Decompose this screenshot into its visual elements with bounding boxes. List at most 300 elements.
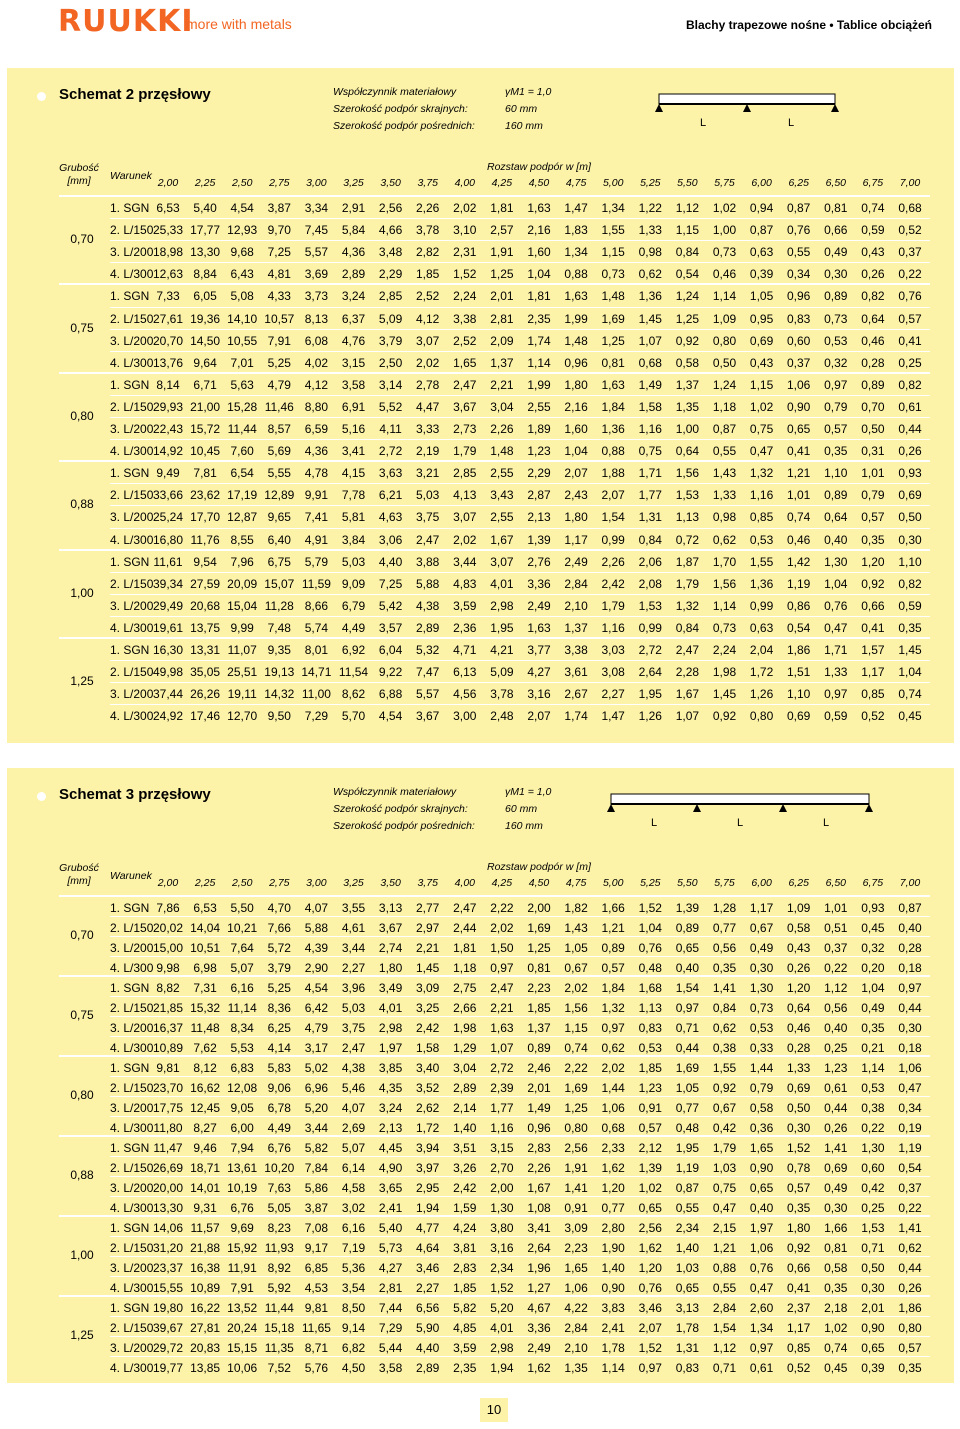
load-value-cell: 6,25 bbox=[267, 1021, 291, 1035]
load-value-cell: 1,10 bbox=[787, 687, 811, 702]
load-value-cell: 5,03 bbox=[341, 1001, 366, 1015]
load-value-cell: 11,76 bbox=[190, 532, 220, 547]
table-row bbox=[110, 1156, 930, 1176]
load-value-cell: 1,26 bbox=[638, 709, 662, 724]
schema-2-header bbox=[7, 68, 954, 130]
load-value-cell: 18,71 bbox=[190, 1161, 221, 1175]
load-value-cell: 2,23 bbox=[564, 1241, 588, 1255]
load-value-cell: 2,10 bbox=[564, 1341, 588, 1355]
load-value-cell: 5,16 bbox=[341, 422, 366, 436]
load-value-cell: 0,92 bbox=[861, 576, 885, 591]
thickness-value: 1,00 bbox=[70, 585, 94, 600]
load-value-cell: 0,25 bbox=[861, 1201, 885, 1215]
beam-diagram-3span bbox=[607, 790, 877, 830]
load-value-cell: 0,55 bbox=[787, 245, 811, 260]
end-support-value: 60 mm bbox=[505, 803, 538, 815]
load-value-cell: 3,15 bbox=[490, 1141, 514, 1155]
load-value-cell: 1,65 bbox=[564, 1261, 588, 1275]
row-divider bbox=[110, 1036, 930, 1037]
load-value-cell: 1,14 bbox=[712, 289, 737, 304]
span-column-header: 5,50 bbox=[677, 177, 698, 189]
load-value-cell: 49,98 bbox=[152, 665, 184, 680]
load-value-cell: 3,03 bbox=[601, 643, 625, 657]
load-value-cell: 10,89 bbox=[190, 1281, 221, 1295]
load-value-cell: 1,85 bbox=[453, 1281, 477, 1295]
load-value-cell: 0,97 bbox=[824, 687, 848, 702]
table-row bbox=[110, 351, 930, 373]
load-value-cell: 0,50 bbox=[861, 1261, 885, 1275]
load-value-cell: 9,54 bbox=[193, 554, 217, 569]
load-value-cell: 2,02 bbox=[564, 981, 588, 995]
load-value-cell: 0,85 bbox=[749, 510, 774, 525]
load-value-cell: 9,05 bbox=[230, 1101, 254, 1115]
load-value-cell: 1,17 bbox=[861, 665, 885, 680]
load-value-cell: 1,79 bbox=[675, 576, 700, 591]
load-value-cell: 15,92 bbox=[227, 1241, 258, 1255]
load-value-cell: 22,43 bbox=[152, 422, 184, 436]
load-value-cell: 2,27 bbox=[341, 961, 366, 975]
load-value-cell: 2,27 bbox=[601, 687, 625, 702]
load-value-cell: 7,08 bbox=[304, 1221, 329, 1235]
load-value-cell: 1,69 bbox=[527, 921, 551, 935]
load-value-cell: 0,18 bbox=[898, 961, 922, 975]
load-value-cell: 1,67 bbox=[527, 1181, 551, 1195]
condition-label: 4. L/300 bbox=[110, 1201, 154, 1215]
load-value-cell: 0,53 bbox=[638, 1041, 662, 1055]
load-value-cell: 0,53 bbox=[749, 1021, 774, 1035]
load-value-cell: 1,77 bbox=[490, 1101, 514, 1115]
load-value-cell: 2,26 bbox=[601, 554, 625, 569]
load-value-cell: 2,22 bbox=[490, 901, 514, 915]
load-value-cell: 2,42 bbox=[601, 576, 625, 591]
load-value-cell: 3,24 bbox=[341, 289, 366, 304]
load-value-cell: 4,50 bbox=[341, 1361, 366, 1375]
load-value-cell: 0,35 bbox=[898, 1361, 922, 1375]
load-value-cell: 1,78 bbox=[601, 1341, 625, 1355]
load-value-cell: 3,15 bbox=[341, 355, 366, 370]
load-value-cell: 13,85 bbox=[190, 1361, 221, 1375]
load-value-cell: 0,97 bbox=[824, 377, 848, 392]
load-value-cell: 0,53 bbox=[749, 532, 774, 547]
row-divider bbox=[110, 1076, 930, 1077]
load-value-cell: 9,91 bbox=[304, 488, 329, 503]
load-value-cell: 4,54 bbox=[304, 981, 329, 995]
condition-header: Warunek bbox=[110, 170, 152, 182]
load-value-cell: 3,65 bbox=[378, 1181, 403, 1195]
load-value-cell: 0,53 bbox=[861, 1081, 885, 1095]
load-value-cell: 5,50 bbox=[230, 901, 254, 915]
table-row bbox=[110, 1076, 930, 1096]
load-value-cell: 7,62 bbox=[193, 1041, 217, 1055]
load-value-cell: 0,73 bbox=[749, 1001, 774, 1015]
load-value-cell: 9,98 bbox=[156, 961, 180, 975]
load-value-cell: 2,85 bbox=[378, 289, 403, 304]
load-value-cell: 11,57 bbox=[190, 1221, 220, 1235]
row-divider bbox=[110, 1316, 930, 1317]
load-value-cell: 2,07 bbox=[564, 466, 588, 481]
load-value-cell: 0,37 bbox=[787, 355, 811, 370]
load-value-cell: 2,56 bbox=[378, 201, 403, 215]
load-value-cell: 5,36 bbox=[341, 1261, 366, 1275]
load-value-cell: 5,25 bbox=[267, 981, 291, 995]
load-value-cell: 0,36 bbox=[749, 1121, 774, 1135]
load-value-cell: 6,85 bbox=[304, 1261, 329, 1275]
load-value-cell: 29,49 bbox=[152, 598, 184, 613]
load-value-cell: 4,27 bbox=[378, 1261, 403, 1275]
load-value-cell: 0,37 bbox=[898, 245, 922, 260]
load-value-cell: 4,66 bbox=[378, 223, 403, 238]
load-value-cell: 5,84 bbox=[341, 223, 366, 238]
load-value-cell: 0,57 bbox=[787, 1181, 811, 1195]
load-value-cell: 0,76 bbox=[787, 223, 811, 238]
load-value-cell: 2,47 bbox=[490, 981, 514, 995]
load-value-cell: 0,68 bbox=[898, 201, 922, 215]
load-value-cell: 1,85 bbox=[527, 1001, 551, 1015]
load-value-cell: 0,31 bbox=[861, 444, 885, 459]
load-value-cell: 2,43 bbox=[564, 488, 588, 503]
condition-label: 2. L/150 bbox=[110, 399, 154, 414]
load-value-cell: 15,28 bbox=[227, 399, 258, 414]
load-value-cell: 5,69 bbox=[267, 444, 291, 459]
load-value-cell: 33,66 bbox=[152, 488, 184, 503]
load-value-cell: 4,83 bbox=[453, 576, 477, 591]
load-value-cell: 2,19 bbox=[416, 444, 440, 459]
load-value-cell: 0,62 bbox=[712, 532, 737, 547]
condition-label: 3. L/200 bbox=[110, 687, 154, 702]
load-value-cell: 3,41 bbox=[341, 444, 366, 459]
load-value-cell: 5,40 bbox=[378, 1221, 403, 1235]
load-value-cell: 11,44 bbox=[227, 422, 257, 436]
load-value-cell: 2,06 bbox=[638, 554, 662, 569]
load-value-cell: 6,40 bbox=[267, 532, 291, 547]
thickness-value: 1,25 bbox=[70, 674, 94, 689]
load-value-cell: 0,69 bbox=[749, 333, 774, 348]
load-value-cell: 2,41 bbox=[601, 1321, 625, 1335]
load-value-cell: 19,77 bbox=[152, 1361, 184, 1375]
span-column-header: 5,00 bbox=[602, 877, 624, 889]
row-divider bbox=[110, 218, 930, 219]
condition-label: 4. L/300 bbox=[110, 355, 154, 370]
load-value-cell: 1,29 bbox=[453, 1041, 477, 1055]
load-value-cell: 1,24 bbox=[712, 377, 737, 392]
load-value-cell: 2,80 bbox=[601, 1221, 625, 1235]
load-value-cell: 19,11 bbox=[227, 687, 257, 702]
load-value-cell: 0,35 bbox=[712, 961, 737, 975]
load-value-cell: 7,31 bbox=[193, 981, 217, 995]
span-column-header: 6,50 bbox=[825, 877, 847, 889]
load-value-cell: 2,01 bbox=[527, 1081, 551, 1095]
load-value-cell: 4,71 bbox=[453, 643, 477, 657]
load-value-cell: 5,09 bbox=[490, 665, 514, 680]
mid-support-label: Szerokość podpór pośrednich: bbox=[333, 820, 475, 832]
load-value-cell: 0,69 bbox=[898, 488, 922, 503]
load-value-cell: 2,56 bbox=[564, 1141, 588, 1155]
load-value-cell: 18,98 bbox=[152, 245, 184, 260]
load-value-cell: 13,75 bbox=[190, 620, 221, 635]
load-value-cell: 5,72 bbox=[267, 941, 291, 955]
load-value-cell: 0,18 bbox=[898, 1041, 922, 1055]
condition-label: 4. L/300 bbox=[110, 267, 154, 282]
load-value-cell: 0,51 bbox=[824, 921, 848, 935]
load-value-cell: 0,44 bbox=[824, 1101, 848, 1115]
load-value-cell: 9,81 bbox=[304, 1301, 329, 1315]
load-value-cell: 1,63 bbox=[490, 1021, 514, 1035]
load-value-cell: 8,36 bbox=[267, 1001, 291, 1015]
load-value-cell: 4,54 bbox=[230, 201, 254, 215]
load-value-cell: 2,37 bbox=[787, 1301, 811, 1315]
table-row bbox=[110, 1276, 930, 1296]
load-value-cell: 1,13 bbox=[675, 510, 700, 525]
load-value-cell: 1,18 bbox=[712, 399, 737, 414]
page-header bbox=[0, 0, 960, 46]
load-value-cell: 8,92 bbox=[267, 1261, 291, 1275]
load-value-cell: 12,89 bbox=[264, 488, 295, 503]
row-divider bbox=[110, 1336, 930, 1337]
load-value-cell: 4,02 bbox=[304, 355, 329, 370]
load-value-cell: 2,64 bbox=[638, 665, 662, 680]
load-value-cell: 1,57 bbox=[861, 643, 885, 657]
load-value-cell: 3,04 bbox=[453, 1061, 477, 1075]
load-value-cell: 1,41 bbox=[898, 1221, 922, 1235]
load-value-cell: 0,40 bbox=[675, 961, 700, 975]
load-value-cell: 1,33 bbox=[712, 488, 737, 503]
load-value-cell: 1,16 bbox=[638, 422, 662, 436]
load-value-cell: 0,40 bbox=[749, 1201, 774, 1215]
load-value-cell: 17,70 bbox=[190, 510, 221, 525]
load-value-cell: 7,01 bbox=[230, 355, 254, 370]
span-header: Rozstaw podpór w [m] bbox=[487, 161, 591, 173]
load-value-cell: 7,29 bbox=[304, 709, 329, 724]
load-value-cell: 0,81 bbox=[824, 1241, 848, 1255]
load-value-cell: 2,81 bbox=[378, 1281, 403, 1295]
load-value-cell: 2,95 bbox=[416, 1181, 440, 1195]
load-value-cell: 0,39 bbox=[861, 1361, 885, 1375]
load-value-cell: 9,69 bbox=[230, 1221, 254, 1235]
load-value-cell: 29,93 bbox=[152, 399, 184, 414]
load-value-cell: 1,48 bbox=[601, 289, 625, 304]
load-value-cell: 4,12 bbox=[304, 377, 329, 392]
load-value-cell: 2,82 bbox=[416, 245, 440, 260]
row-divider bbox=[110, 505, 930, 506]
load-value-cell: 0,81 bbox=[527, 961, 551, 975]
load-value-cell: 20,09 bbox=[227, 576, 258, 591]
load-value-cell: 3,73 bbox=[304, 289, 329, 304]
load-value-cell: 2,47 bbox=[453, 377, 477, 392]
load-value-cell: 1,79 bbox=[712, 1141, 737, 1155]
load-value-cell: 3,75 bbox=[416, 510, 440, 525]
load-value-cell: 1,66 bbox=[601, 901, 625, 915]
load-value-cell: 0,43 bbox=[749, 355, 774, 370]
load-value-cell: 0,42 bbox=[861, 1181, 885, 1195]
load-value-cell: 5,40 bbox=[193, 201, 217, 215]
bullet-icon bbox=[37, 792, 46, 801]
load-value-cell: 0,66 bbox=[824, 223, 848, 238]
row-divider bbox=[110, 956, 930, 957]
load-value-cell: 0,50 bbox=[787, 1101, 811, 1115]
load-value-cell: 8,80 bbox=[304, 399, 329, 414]
load-value-cell: 1,30 bbox=[861, 1141, 885, 1155]
load-value-cell: 0,68 bbox=[601, 1121, 625, 1135]
row-divider bbox=[110, 1356, 930, 1357]
load-value-cell: 20,70 bbox=[152, 333, 184, 348]
load-value-cell: 3,33 bbox=[416, 422, 440, 436]
load-value-cell: 0,97 bbox=[675, 1001, 700, 1015]
load-value-cell: 11,65 bbox=[301, 1321, 331, 1335]
load-value-cell: 1,94 bbox=[490, 1361, 514, 1375]
load-value-cell: 0,30 bbox=[824, 267, 848, 282]
load-value-cell: 12,45 bbox=[190, 1101, 221, 1115]
condition-label: 4. L/300 bbox=[110, 709, 154, 724]
span-column-header: 2,00 bbox=[157, 877, 179, 889]
load-value-cell: 2,41 bbox=[378, 1201, 403, 1215]
load-value-cell: 1,87 bbox=[675, 554, 700, 569]
load-value-cell: 4,81 bbox=[267, 267, 291, 282]
load-value-cell: 6,96 bbox=[304, 1081, 329, 1095]
load-value-cell: 5,88 bbox=[304, 921, 329, 935]
load-value-cell: 2,02 bbox=[453, 532, 477, 547]
load-value-cell: 1,91 bbox=[490, 245, 514, 260]
load-value-cell: 2,55 bbox=[490, 466, 514, 481]
load-value-cell: 1,86 bbox=[787, 643, 811, 657]
load-value-cell: 9,50 bbox=[267, 709, 291, 724]
load-value-cell: 2,07 bbox=[527, 709, 551, 724]
load-value-cell: 1,14 bbox=[712, 598, 737, 613]
mid-support-value: 160 mm bbox=[505, 120, 543, 132]
load-value-cell: 0,65 bbox=[638, 1201, 662, 1215]
load-value-cell: 0,66 bbox=[861, 598, 885, 613]
load-value-cell: 0,59 bbox=[898, 598, 922, 613]
load-value-cell: 4,07 bbox=[341, 1101, 366, 1115]
load-value-cell: 1,30 bbox=[490, 1201, 514, 1215]
load-value-cell: 5,73 bbox=[378, 1241, 403, 1255]
load-value-cell: 1,58 bbox=[416, 1041, 440, 1055]
table-row bbox=[110, 262, 930, 284]
load-value-cell: 1,43 bbox=[564, 921, 588, 935]
load-value-cell: 2,15 bbox=[712, 1221, 737, 1235]
load-value-cell: 2,35 bbox=[527, 311, 551, 326]
table-row bbox=[110, 1356, 930, 1376]
load-value-cell: 5,74 bbox=[304, 620, 329, 635]
load-value-cell: 0,96 bbox=[564, 355, 588, 370]
load-value-cell: 6,53 bbox=[156, 201, 180, 215]
load-value-cell: 0,92 bbox=[712, 1081, 737, 1095]
load-value-cell: 1,54 bbox=[675, 981, 700, 995]
load-value-cell: 0,55 bbox=[712, 444, 737, 459]
span-column-header: 3,50 bbox=[380, 177, 401, 189]
load-value-cell: 6,21 bbox=[378, 488, 403, 503]
load-value-cell: 3,79 bbox=[267, 961, 291, 975]
load-value-cell: 7,25 bbox=[378, 576, 403, 591]
load-value-cell: 3,02 bbox=[341, 1201, 366, 1215]
load-value-cell: 2,47 bbox=[416, 532, 440, 547]
load-value-cell: 0,52 bbox=[861, 709, 885, 724]
load-value-cell: 1,69 bbox=[601, 311, 625, 326]
load-value-cell: 0,61 bbox=[749, 1361, 774, 1375]
load-value-cell: 0,57 bbox=[898, 1341, 922, 1355]
load-value-cell: 6,42 bbox=[304, 1001, 329, 1015]
load-value-cell: 1,39 bbox=[638, 1161, 662, 1175]
load-value-cell: 3,94 bbox=[416, 1141, 440, 1155]
load-value-cell: 0,20 bbox=[861, 961, 885, 975]
load-value-cell: 1,17 bbox=[749, 901, 774, 915]
load-value-cell: 37,44 bbox=[152, 687, 184, 702]
load-value-cell: 1,37 bbox=[490, 355, 514, 370]
load-value-cell: 1,19 bbox=[675, 1161, 700, 1175]
load-value-cell: 3,46 bbox=[416, 1261, 440, 1275]
load-value-cell: 0,99 bbox=[601, 532, 625, 547]
end-support-label: Szerokość podpór skrajnych: bbox=[333, 803, 468, 815]
thickness-header-label: Grubość bbox=[59, 162, 99, 174]
load-value-cell: 2,89 bbox=[416, 620, 440, 635]
load-value-cell: 3,36 bbox=[527, 576, 551, 591]
load-value-cell: 1,49 bbox=[638, 377, 662, 392]
load-value-cell: 6,43 bbox=[230, 267, 254, 282]
load-value-cell: 8,82 bbox=[156, 981, 180, 995]
load-value-cell: 25,24 bbox=[152, 510, 184, 525]
schema-3-panel bbox=[7, 768, 954, 1383]
load-value-cell: 1,52 bbox=[638, 1341, 662, 1355]
load-value-cell: 1,44 bbox=[601, 1081, 625, 1095]
load-value-cell: 2,55 bbox=[527, 399, 551, 414]
load-value-cell: 0,69 bbox=[824, 1161, 848, 1175]
load-value-cell: 0,96 bbox=[787, 289, 811, 304]
load-value-cell: 8,12 bbox=[193, 1061, 217, 1075]
load-value-cell: 2,35 bbox=[453, 1361, 477, 1375]
load-value-cell: 8,34 bbox=[230, 1021, 254, 1035]
load-value-cell: 0,41 bbox=[787, 444, 811, 459]
load-value-cell: 1,62 bbox=[527, 1361, 551, 1375]
load-value-cell: 2,18 bbox=[824, 1301, 848, 1315]
load-value-cell: 2,74 bbox=[378, 941, 403, 955]
load-value-cell: 1,04 bbox=[564, 444, 588, 459]
load-value-cell: 15,15 bbox=[227, 1341, 258, 1355]
page-number: 10 bbox=[480, 1398, 508, 1422]
load-value-cell: 19,13 bbox=[264, 665, 295, 680]
load-value-cell: 4,54 bbox=[378, 709, 403, 724]
load-value-cell: 2,87 bbox=[527, 488, 551, 503]
load-value-cell: 1,37 bbox=[527, 1021, 551, 1035]
load-value-cell: 5,09 bbox=[378, 311, 403, 326]
thickness-value: 1,25 bbox=[70, 1328, 94, 1342]
mid-support-value: 160 mm bbox=[505, 820, 543, 832]
load-value-cell: 2,67 bbox=[564, 687, 588, 702]
load-value-cell: 1,02 bbox=[749, 399, 774, 414]
load-value-cell: 20,02 bbox=[152, 921, 184, 935]
load-value-cell: 2,48 bbox=[490, 709, 514, 724]
load-value-cell: 25,33 bbox=[152, 223, 184, 238]
load-value-cell: 11,44 bbox=[264, 1301, 294, 1315]
condition-label: 1. SGN bbox=[110, 643, 150, 657]
load-value-cell: 0,74 bbox=[787, 510, 811, 525]
load-value-cell: 0,30 bbox=[861, 1281, 885, 1295]
load-value-cell: 17,75 bbox=[152, 1101, 184, 1115]
load-value-cell: 1,69 bbox=[675, 1061, 700, 1075]
load-value-cell: 2,36 bbox=[453, 620, 477, 635]
load-value-cell: 0,89 bbox=[675, 921, 700, 935]
load-value-cell: 1,20 bbox=[787, 981, 811, 995]
load-value-cell: 3,67 bbox=[416, 709, 440, 724]
load-value-cell: 0,60 bbox=[861, 1161, 885, 1175]
load-value-cell: 17,46 bbox=[190, 709, 221, 724]
load-value-cell: 6,82 bbox=[341, 1341, 366, 1355]
span-column-header: 4,00 bbox=[454, 177, 476, 189]
load-value-cell: 1,63 bbox=[527, 620, 551, 635]
load-value-cell: 0,57 bbox=[861, 510, 885, 525]
schema-2-table bbox=[7, 162, 954, 742]
condition-label: 1. SGN bbox=[110, 1141, 150, 1155]
load-value-cell: 5,32 bbox=[416, 643, 440, 657]
load-value-cell: 6,92 bbox=[341, 643, 366, 657]
